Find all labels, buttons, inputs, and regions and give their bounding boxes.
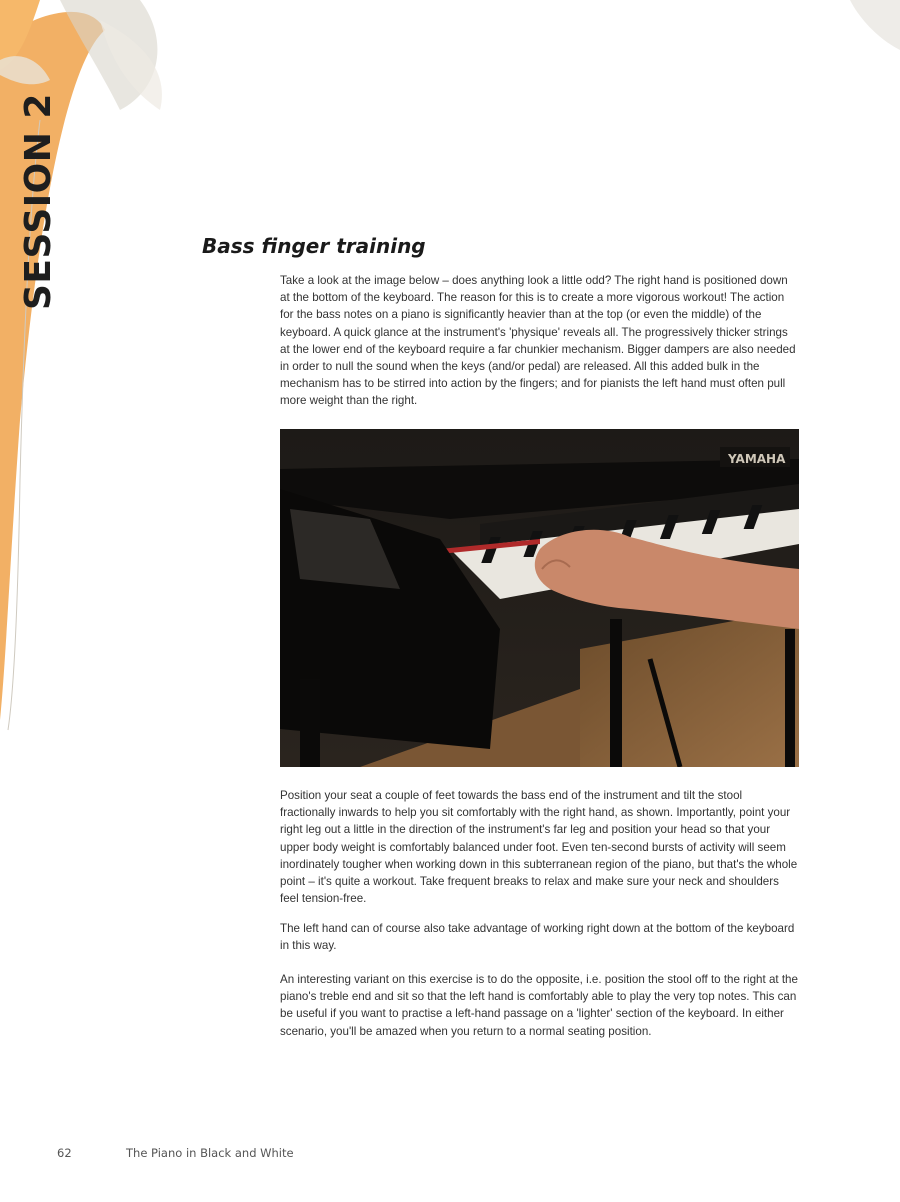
corner-decoration	[840, 0, 900, 60]
brand-text: YAMAHA	[728, 452, 786, 466]
book-title: The Piano in Black and White	[126, 1146, 294, 1160]
body-paragraph-position: Position your seat a couple of feet towards the bass end of the instrument and tilt the stool fractionally inwards to help you sit comfortably with the right hand, as shown. Importantly, point your right leg out a little in the direction of the instrument's far leg and position your head so that your upper body weight is comfortably balanced under foot. Even ten-second bursts of activity will seem inordinately tougher when working down in this subterranean region of the piano, but that's the whole point – it's quite a workout. Take frequent breaks to relax and make sure your neck and shoulders feel tension-free.	[280, 789, 798, 906]
intro-paragraph: Take a look at the image below – does anything look a little odd? The right hand is positioned down at the bottom of the keyboard. The reason for this is to create a more vigorous workout! The action for the bass notes on a piano is significantly heavier than at the top (or even the middle) of the keyboard. A quick glance at the instrument's 'physique' reveals all. The progressively thicker strings at the lower end of the keyboard require a far chunkier mechanism. Bigger dampers are also needed in order to null the sound when the keys (and/or pedal) are released. All this added bulk in the mechanism has to be stirred into action by the fingers; and for pianists the left hand must often pull more weight than the right.	[280, 274, 796, 408]
session-label: SESSION 2	[18, 93, 59, 310]
body-paragraph-variant: An interesting variant on this exercise is to do the opposite, i.e. position the stool off to the right at the piano's treble end and sit so that the left hand is comfortably able to play the very top notes. This can be useful if you want to practise a left-hand passage on a 'lighter' section of the keyboard. In either scenario, you'll be amazed when you return to a normal seating position.	[280, 973, 798, 1038]
page-number: 62	[57, 1146, 72, 1160]
section-title: Bass finger training	[202, 234, 426, 258]
body-paragraph-left-hand: The left hand can of course also take advantage of working right down at the bottom of the keyboard in this way.	[280, 922, 795, 953]
piano-photo	[280, 429, 799, 767]
